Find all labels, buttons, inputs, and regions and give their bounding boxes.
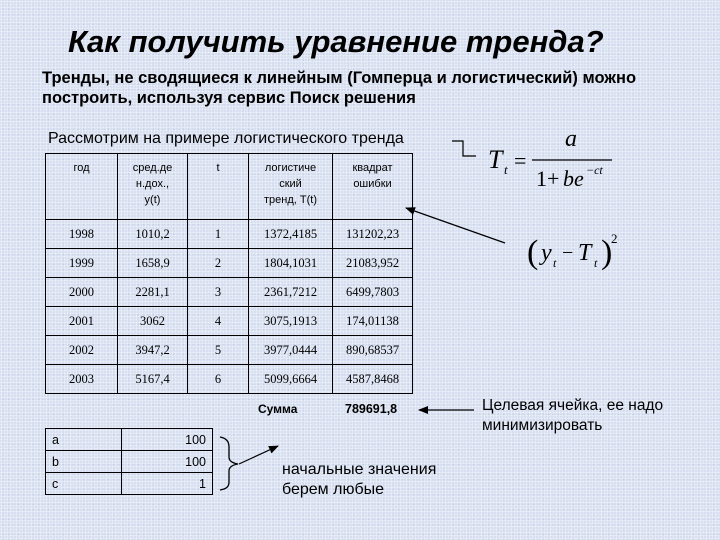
initial-values-note: начальные значения берем любые [282,461,437,498]
cell-t: 5 [188,336,249,365]
param-value: 100 [122,429,213,451]
svg-text:(: ( [527,234,539,271]
header-year: год [46,154,118,220]
cell-year: 2002 [46,336,118,365]
svg-text:T: T [488,145,503,174]
cell-sq-error: 131202,23 [333,220,413,249]
cell-sq-error: 4587,8468 [333,365,413,394]
cell-income: 3947,2 [118,336,188,365]
cell-t: 2 [188,249,249,278]
svg-text:t: t [553,256,557,270]
cell-trend: 2361,7212 [249,278,333,307]
cell-income: 5167,4 [118,365,188,394]
header-income: сред.де н.дох., y(t) [118,154,188,220]
param-name: c [46,473,122,495]
header-logistic-trend: логистиче ский тренд, T(t) [249,154,333,220]
cell-year: 1999 [46,249,118,278]
param-name: a [46,429,122,451]
svg-text:a: a [565,126,577,152]
arrow-to-initial-note [239,446,278,464]
svg-text:t: t [594,256,598,270]
cell-sq-error: 21083,952 [333,249,413,278]
cell-t: 4 [188,307,249,336]
cell-trend: 1804,1031 [249,249,333,278]
slide-title: Как получить уравнение тренда? [68,24,604,59]
params-brace [220,437,238,490]
cell-year: 2000 [46,278,118,307]
slide-subtitle: Тренды, не сводящиеся к линейным (Гомперца и логистический) можно построить, используя сервис Поиск решения [42,69,637,107]
svg-text:T: T [578,240,592,266]
svg-text:−ct: −ct [586,163,603,177]
cell-sq-error: 890,68537 [333,336,413,365]
cell-t: 6 [188,365,249,394]
squared-error-formula [527,231,618,271]
cell-trend: 3977,0444 [249,336,333,365]
svg-text:2: 2 [611,231,618,246]
svg-text:=: = [514,148,527,173]
cell-year: 2003 [46,365,118,394]
svg-text:−: − [562,242,574,264]
cell-income: 1010,2 [118,220,188,249]
cell-t: 1 [188,220,249,249]
svg-text:): ) [601,234,613,271]
header-t: t [188,154,249,220]
cell-trend: 3075,1913 [249,307,333,336]
cell-sq-error: 174,01138 [333,307,413,336]
cell-income: 3062 [118,307,188,336]
param-value: 1 [122,473,213,495]
cell-income: 1658,9 [118,249,188,278]
cell-trend: 5099,6664 [249,365,333,394]
svg-text:e: e [574,166,584,191]
cell-trend: 1372,4185 [249,220,333,249]
arrow-to-sq-header [406,208,505,243]
sum-value: 789691,8 [345,402,398,416]
cell-year: 2001 [46,307,118,336]
param-value: 100 [122,451,213,473]
cell-income: 2281,1 [118,278,188,307]
svg-text:y: y [541,240,552,266]
svg-text:b: b [563,166,574,191]
param-name: b [46,451,122,473]
cell-year: 1998 [46,220,118,249]
svg-text:t: t [504,162,508,177]
svg-text:1+: 1+ [536,166,560,191]
cell-sq-error: 6499,7803 [333,278,413,307]
target-cell-note: Целевая ячейка, ее надо минимизировать [482,397,664,434]
cell-t: 3 [188,278,249,307]
bracket-line [452,141,476,156]
intro-text: Рассмотрим на примере логистического тренда [48,130,404,147]
sum-label: Сумма [258,402,298,416]
header-squared-error: квадрат ошибки [333,154,413,220]
logistic-formula [488,126,612,191]
